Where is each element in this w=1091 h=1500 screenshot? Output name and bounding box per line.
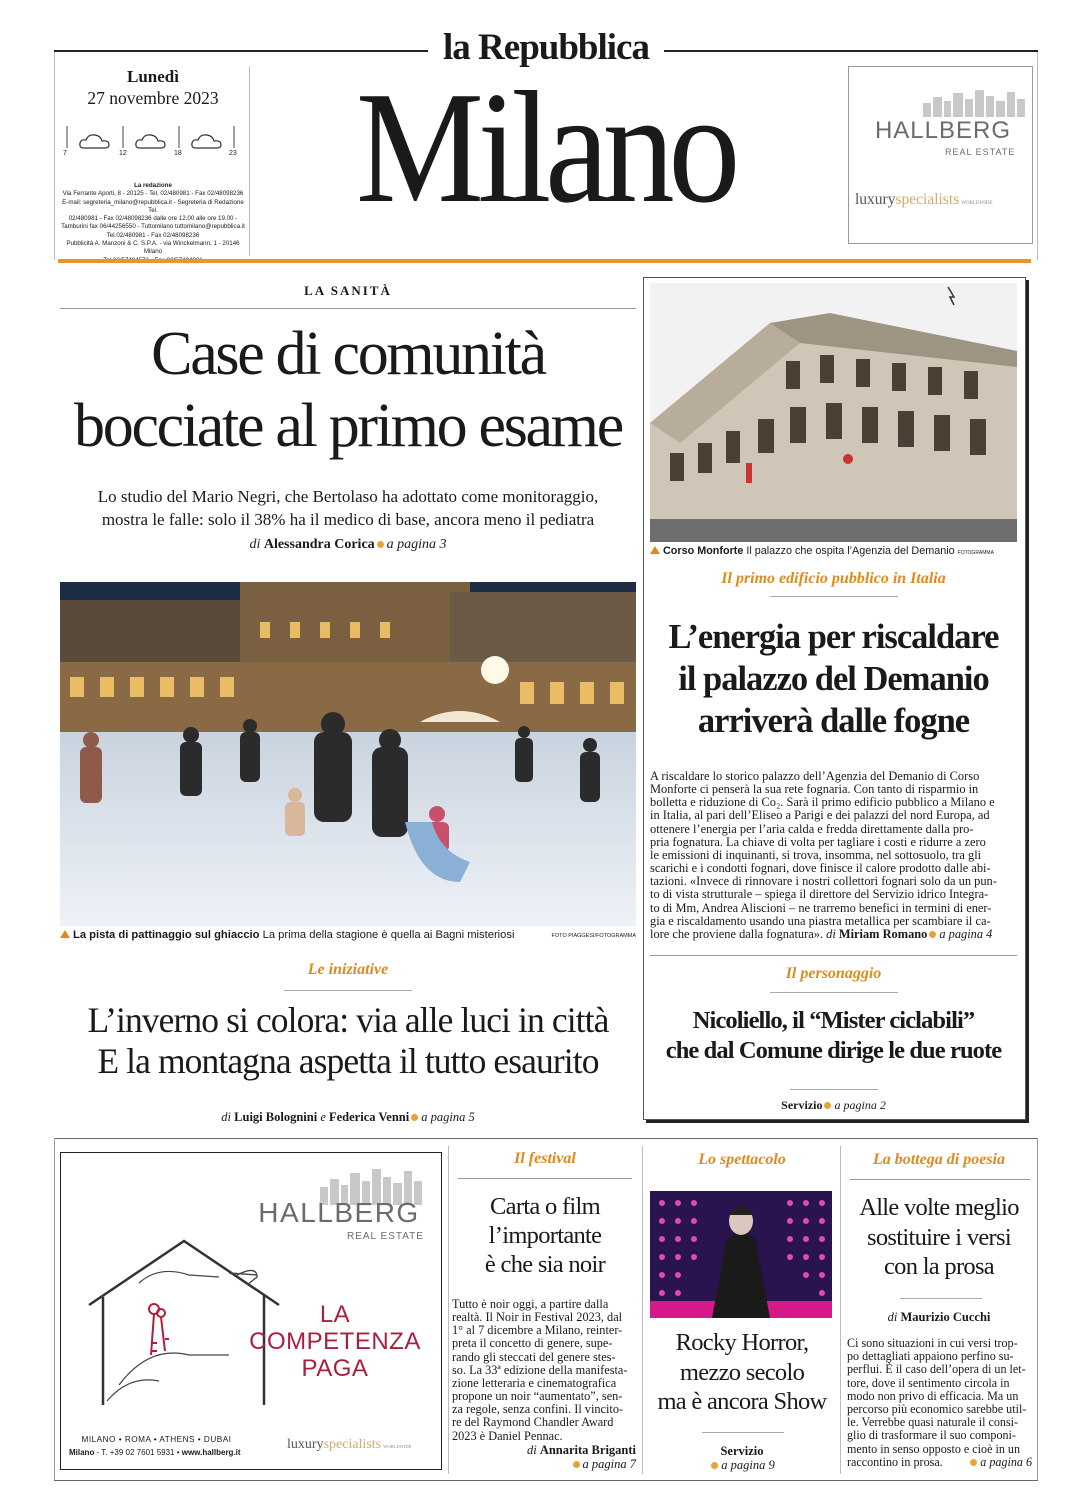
page-ref[interactable]: a pagina 7 (582, 1457, 636, 1471)
slogan-line: LA (319, 1301, 351, 1328)
body-line: bolletta e riduzione di Co₂. Sarà il primo edificio pubblico a Milano e (650, 795, 995, 810)
photo-credit: FOTO PIAGGESI/FOTOGRAMMA (551, 933, 636, 939)
poesia-rule (850, 1179, 1030, 1180)
author-name[interactable]: Luigi Bolognini (234, 1110, 318, 1124)
ad-top-tagline-b: specialists (895, 191, 960, 208)
slogan-line: PAGA (301, 1355, 369, 1382)
body-line: A riscaldare lo storico palazzo dell’Agenzia del Demanio di Corso (650, 769, 980, 783)
iniziative-byline (60, 1110, 636, 1125)
personaggio-headline[interactable] (646, 1006, 1021, 1066)
festival-body (452, 1298, 637, 1443)
edition-title[interactable]: Milano (355, 58, 735, 236)
body-line: pria fognatura. La chiave di volta per tagliare i costi e ridurre a zero (650, 834, 986, 849)
bullet-icon (929, 931, 936, 938)
personaggio-rule-small (790, 1089, 878, 1090)
cloud-icon (78, 131, 112, 151)
ad-bottom-sub: REAL ESTATE (347, 1231, 424, 1242)
personaggio-headline-line[interactable]: che dal Comune dirige le due ruote (665, 1037, 1002, 1064)
date-box-divider (249, 66, 250, 256)
weather-hour: 7 (63, 150, 67, 157)
redazione-line: Tel.02/480981 - Fax 02/48098236 (106, 231, 200, 239)
sanita-summary (60, 485, 636, 531)
weather-hour: 12 (119, 150, 127, 157)
ad-bottom-tagline-b: specialists (323, 1437, 382, 1452)
spettacolo-byline (646, 1444, 838, 1459)
date-day: Lunedì (127, 67, 179, 86)
body-line: glio di trasformare il suo componi- (847, 1428, 1016, 1443)
page-ref[interactable]: a pagina 6 (980, 1454, 1032, 1469)
skyline-icon (919, 87, 1029, 117)
body-line-last (847, 1456, 1032, 1469)
sanita-rule (60, 308, 636, 309)
poesia-kicker: La bottega di poesia (873, 1151, 1005, 1168)
poesia-body (847, 1337, 1032, 1469)
ad-top-tagline (855, 191, 993, 209)
by-prefix: di (887, 1310, 898, 1324)
sanita-headline[interactable] (60, 318, 636, 462)
author-name[interactable]: Federica Venni (329, 1110, 410, 1124)
author-name[interactable]: Miriam Romano (838, 926, 928, 941)
by-prefix: di (249, 537, 261, 552)
ad-bottom-tagline-c: WORLDWIDE (383, 1444, 412, 1449)
body-line: ottenere l’energia per l’aria calda e fredda direttamente dalla pro- (650, 821, 974, 836)
ad-bottom-tagline-a: luxury (287, 1437, 324, 1452)
sanita-summary-line: Lo studio del Mario Negri, che Bertolaso ha adottato come monitoraggio, (97, 487, 599, 506)
masthead-rule-right (664, 50, 1038, 52)
ad-bottom-contact (69, 1448, 259, 1457)
spettacolo-pageref (646, 1458, 838, 1473)
body-line: po dettagliati appaiono perfino su- (847, 1349, 1014, 1364)
ad-top-tagline-a: luxury (855, 191, 896, 208)
weather-strip (62, 124, 242, 162)
body-line: 2023 è Daniel Pennac. (452, 1428, 563, 1443)
date-full: 27 novembre 2023 (87, 88, 219, 108)
caption-text: Il palazzo che ospita l’Agenzia del Demanio (746, 545, 955, 557)
photo-rocky-horror[interactable] (650, 1191, 832, 1318)
masthead-orange-rule (58, 259, 1031, 263)
redazione-line: E-mail: segreteria_milano@repubblica.it - Segreteria di Redazione Tel. (62, 198, 244, 214)
body-line: Ci sono situazioni in cui versi trop- (847, 1336, 1018, 1350)
body-line: so. La 33ª edizione della manifesta- (452, 1362, 628, 1377)
body-line: gia e riscaldamento usando una piastra metallica per scambiare il ca- (650, 913, 991, 928)
body-line-last (650, 928, 1019, 941)
caption-title: La pista di pattinaggio sul ghiaccio (73, 929, 260, 941)
frame-left (54, 52, 55, 260)
ad-top-sub: REAL ESTATE (945, 147, 1016, 157)
poesia-headline[interactable] (844, 1193, 1034, 1282)
by-prefix: di (826, 926, 836, 941)
personaggio-byline (650, 1098, 1017, 1113)
poesia-rule-small (900, 1298, 982, 1299)
bottom-frame-right (1037, 1138, 1038, 1480)
demanio-kicker: Il primo edificio pubblico in Italia (721, 570, 946, 587)
redazione-line: Tamburini fax 06/44256550 - Tuttomilano tuttomilano@repubblica.it (61, 223, 245, 231)
brand-logo[interactable]: la Repubblica (443, 27, 649, 68)
bottom-frame-left (54, 1138, 55, 1480)
poesia-headline-line[interactable]: con la prosa (884, 1253, 994, 1280)
col-divider (642, 1146, 643, 1474)
iniziative-kicker: Le iniziative (307, 961, 389, 978)
photo-skating-caption (60, 929, 636, 941)
body-line: Monforte ci penserà la sua rete fognaria. Con tanto di risparmio in (650, 782, 979, 797)
slogan-line: COMPETENZA (249, 1328, 421, 1355)
body-line: zione letteraria e cinematografica (452, 1375, 617, 1390)
photo-palazzo-caption (650, 545, 1017, 557)
festival-headline-line[interactable]: è che sia noir (484, 1251, 606, 1278)
festival-headline[interactable] (452, 1192, 638, 1279)
bullet-icon (824, 1102, 831, 1109)
festival-byline (452, 1443, 636, 1458)
body-line: propone un noir “aumentato”, sen- (452, 1389, 623, 1404)
caption-triangle-icon (60, 930, 70, 938)
demanio-headline[interactable] (650, 616, 1017, 742)
sanita-summary-line: mostra le falle: solo il 38% ha il medico di base, ancora meno il pediatra (101, 510, 595, 529)
festival-rule (458, 1178, 632, 1179)
spettacolo-headline[interactable] (646, 1328, 838, 1417)
ad-bottom-tagline (287, 1437, 411, 1453)
personaggio-kicker: Il personaggio (785, 965, 882, 982)
body-line: le. Verrebbe quasi naturale il consi- (847, 1415, 1019, 1430)
body-line: to di Mm, Andrea Aliscioni – ne trarremo benefici in termini di ener- (650, 900, 992, 915)
spettacolo-headline-line[interactable]: ma è ancora Show (657, 1388, 827, 1415)
author-name[interactable]: Servizio (720, 1444, 764, 1458)
spettacolo-rule (702, 1432, 784, 1433)
body-line: scarichi e i condotti fognari, dove finisce il calore prodotto dalle abi- (650, 861, 991, 876)
contact-website[interactable]: www.hallberg.it (181, 1448, 241, 1457)
author-name[interactable]: Annarita Briganti (539, 1443, 636, 1457)
demanio-divider (650, 955, 1017, 956)
photo-credit: FOTOGRAMMA (957, 550, 994, 556)
body-line: za regole, senza confini. Il vincito- (452, 1402, 624, 1417)
sanita-headline-line[interactable]: Case di comunità (151, 320, 545, 388)
ad-bottom-brand: HALLBERG (258, 1197, 420, 1228)
contact-city: Milano (69, 1448, 95, 1457)
by-prefix: di (221, 1110, 232, 1124)
ad-top-brand: HALLBERG (874, 117, 1012, 144)
iniziative-headline-line[interactable]: L’inverno si colora: via alle luci in città (87, 1000, 609, 1040)
festival-kicker: Il festival (514, 1150, 576, 1167)
body-line: rando gli steccati del genere stes- (452, 1349, 616, 1364)
bullet-icon (377, 541, 384, 548)
bullet-icon (711, 1462, 718, 1469)
author-name[interactable]: Servizio (781, 1098, 823, 1112)
redazione-line: Via Ferrante Aporti, 8 - 20125 - Tel. 02/480981 - Fax 02/48098236 (62, 190, 244, 198)
page-ref[interactable]: a pagina 3 (386, 537, 447, 552)
bullet-icon (411, 1114, 418, 1121)
body-line: 1° al 7 dicembre a Milano, reinter- (452, 1323, 623, 1338)
iniziative-rule (284, 990, 412, 991)
spettacolo-headline-line[interactable]: Rocky Horror, (675, 1329, 809, 1356)
festival-headline-line[interactable]: l’importante (488, 1222, 602, 1249)
ad-hallberg-bottom[interactable] (60, 1152, 442, 1470)
body-line: perflui. È il caso dell’opera di un let- (847, 1362, 1026, 1377)
festival-pageref (452, 1457, 636, 1472)
body-line: tazioni. «Invece di rinnovare i nostri collettori fognari solo da un pun- (650, 874, 997, 889)
demanio-body (650, 770, 1019, 941)
body-line: in Italia, al pari dell’Eliseo a Parigi e dei palazzi del nord Europa, ad (650, 808, 990, 823)
rocky-photo-art (650, 1191, 832, 1318)
palazzo-photo-art (650, 283, 1017, 542)
frame-right (1037, 52, 1038, 260)
by-conj: e (320, 1110, 326, 1124)
personaggio-rule (770, 992, 898, 993)
bullet-icon (573, 1461, 580, 1468)
redazione-line: Pubblicità A. Manzoni & C. S.P.A. - via Winckelmann, 1 - 20146 Milano (66, 240, 240, 256)
bottom-rule-top (54, 1138, 1038, 1139)
photo-palazzo[interactable] (650, 283, 1017, 542)
body-line: Tutto è noir oggi, a partire dalla (452, 1297, 609, 1311)
poesia-headline-line[interactable]: Alle volte meglio (859, 1194, 1019, 1221)
weather-hour: 23 (229, 150, 237, 157)
redazione-line: 02/480981 - Fax 02/48098236 dalle ore 12.00 alle ore 19.00 - (68, 215, 238, 223)
ad-bottom-slogan (235, 1301, 435, 1382)
body-line: mento in senso opposto e cioè in un (847, 1441, 1020, 1456)
author-name[interactable]: Maurizio Cucchi (900, 1310, 991, 1324)
demanio-headline-line[interactable]: il palazzo del Demanio (678, 660, 989, 698)
body-line: percorso più economico sarebbe util- (847, 1402, 1027, 1417)
poesia-headline-line[interactable]: sostituire i versi (867, 1223, 1011, 1251)
redazione-block (58, 182, 248, 265)
demanio-headline-line[interactable]: arriverà dalle fogne (697, 702, 970, 740)
caption-text: La prima della stagione è quella ai Bagni misteriosi (262, 929, 515, 941)
spettacolo-headline-line[interactable]: mezzo secolo (679, 1358, 805, 1386)
page-ref[interactable]: a pagina 9 (721, 1458, 775, 1472)
bullet-icon (970, 1459, 977, 1466)
festival-headline-line[interactable]: Carta o film (490, 1193, 600, 1220)
body-line: preta il concetto di genere, supe- (452, 1336, 613, 1351)
iniziative-headline[interactable] (60, 1000, 636, 1082)
ad-top-tagline-c: WORLDWIDE (961, 201, 993, 206)
demanio-rule (770, 596, 898, 597)
personaggio-headline-line[interactable]: Nicoliello, il “Mister ciclabili” (692, 1007, 975, 1034)
cloud-icon (190, 131, 224, 151)
caption-triangle-icon (650, 546, 660, 554)
contact-phone: - T. +39 02 7601 5931 • (94, 1448, 182, 1457)
col-divider (448, 1146, 449, 1474)
body-last-text: lore che proviene dalla fognatura». (650, 926, 824, 941)
body-line: modo non privo di efficacia. Ma un (847, 1388, 1019, 1403)
weather-hour: 18 (174, 150, 182, 157)
poesia-byline (844, 1310, 1034, 1325)
sanita-headline-line[interactable]: bocciate al primo esame (74, 392, 622, 460)
col-divider (840, 1146, 841, 1474)
body-line: tore, dove il sentimento circola in (847, 1375, 1010, 1390)
body-line: to di vista strutturale – spiega il direttore del Servizio idrico Integra- (650, 887, 989, 902)
sanita-byline (60, 537, 636, 553)
page-ref[interactable]: a pagina 2 (834, 1098, 886, 1112)
body-line: realtà. Il Noir in Festival 2023, dal (452, 1310, 623, 1325)
skating-photo-art (60, 582, 636, 926)
ad-bottom-cities: MILANO • ROMA • ATHENS • DUBAI (81, 1435, 232, 1444)
page-ref[interactable]: a pagina 5 (421, 1110, 475, 1124)
page-ref[interactable]: a pagina 4 (939, 926, 993, 941)
ad-hallberg-top[interactable] (848, 66, 1033, 244)
by-prefix: di (526, 1443, 537, 1457)
author-name[interactable]: Alessandra Corica (263, 537, 375, 552)
bottom-rule-bottom (54, 1480, 1038, 1481)
caption-title: Corso Monforte (663, 545, 744, 557)
redazione-title: La redazione (134, 182, 172, 189)
cloud-icon (134, 131, 168, 151)
section-label-sanita: LA SANITÀ (304, 283, 392, 298)
spettacolo-kicker: Lo spettacolo (698, 1151, 786, 1168)
body-line: re del Raymond Chandler Award (452, 1415, 614, 1430)
masthead-rule-left (54, 50, 428, 52)
body-last-text: raccontino in prosa. (847, 1454, 943, 1469)
body-line: le emissioni di inquinanti, si trova, insomma, nel sottosuolo, tra gli (650, 847, 982, 862)
demanio-headline-line[interactable]: L’energia per riscaldare (668, 618, 999, 656)
photo-skating[interactable] (60, 582, 636, 926)
iniziative-headline-line[interactable]: E la montagna aspetta il tutto esaurito (97, 1041, 599, 1081)
